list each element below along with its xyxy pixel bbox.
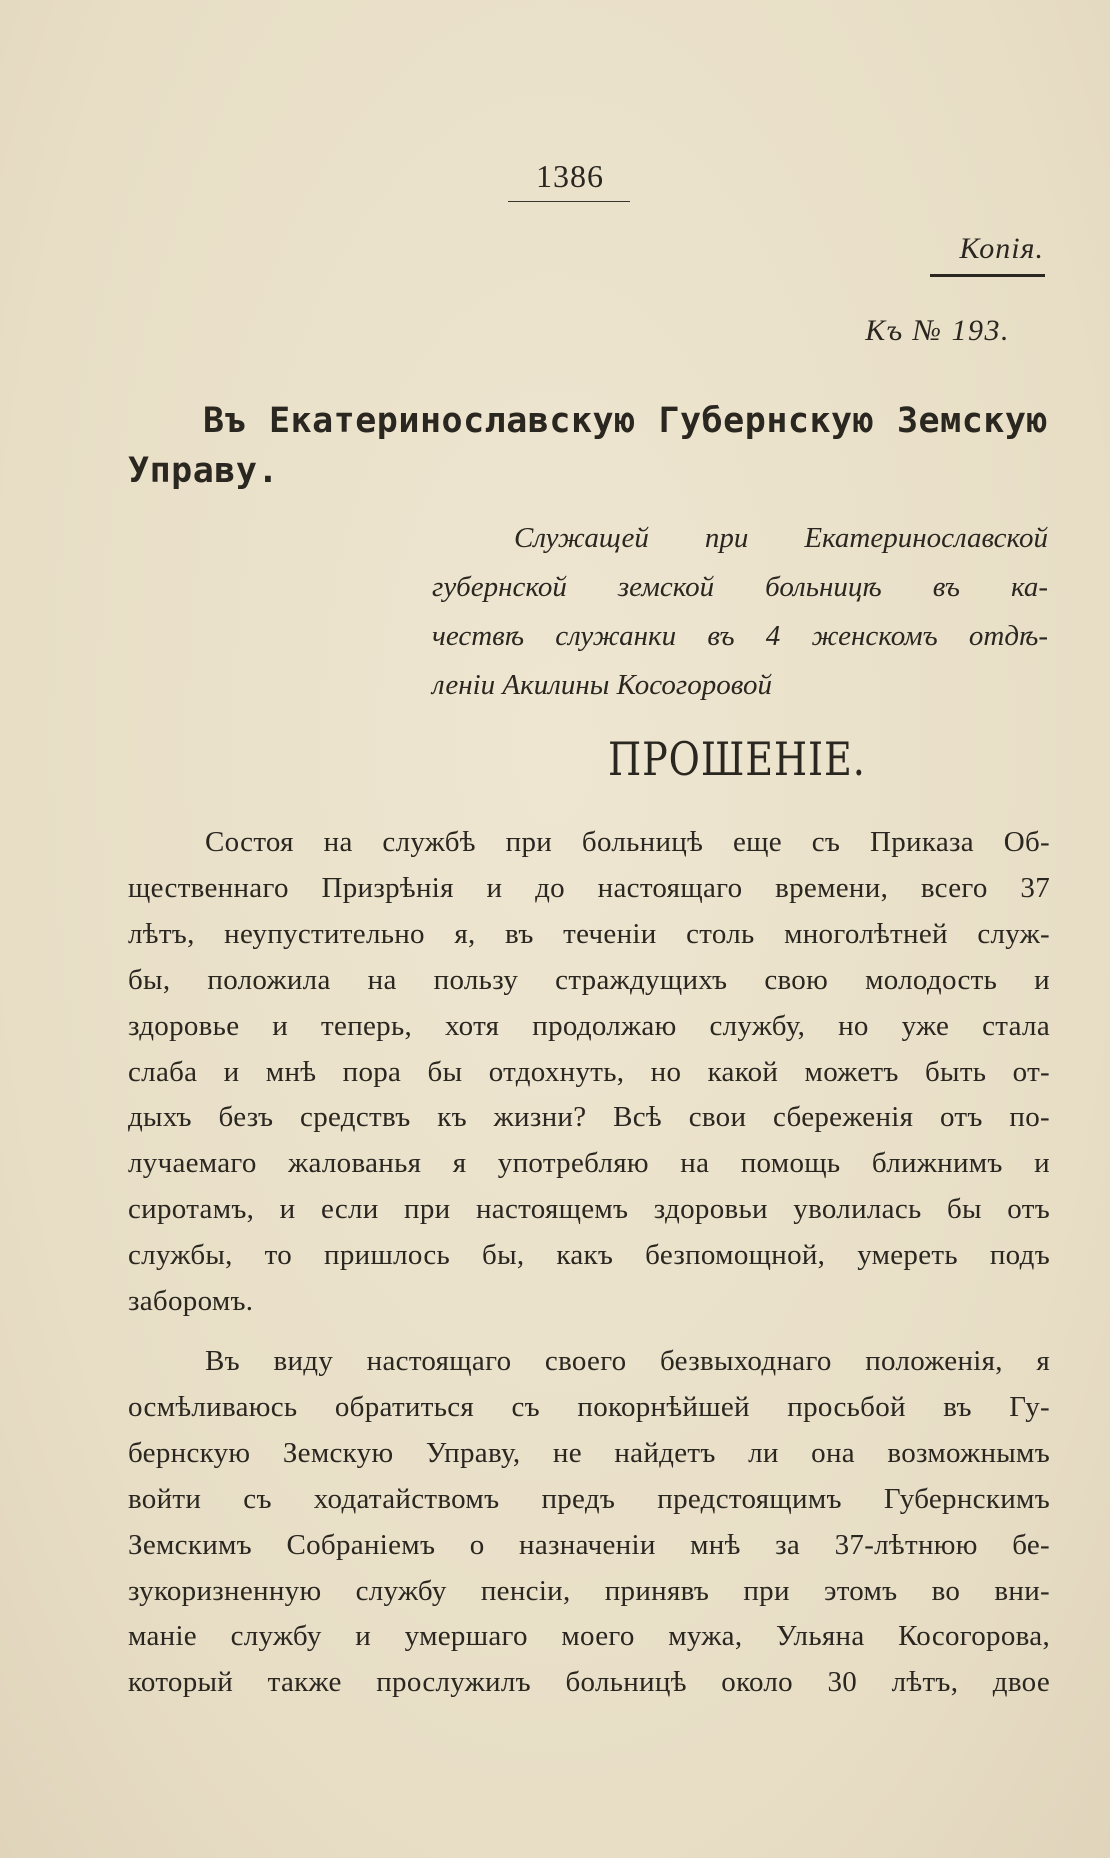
petitioner-block <box>432 514 1048 710</box>
body-line: войти съ ходатайствомъ предъ предстоящимъ Губернскимъ <box>128 1482 1050 1515</box>
body-line: маніе службу и умершаго моего мужа, Ульяна Косогорова, <box>128 1620 1050 1653</box>
copy-mark: Копія. <box>959 232 1044 265</box>
petitioner-line: Служащей при Екатеринославской <box>514 522 1048 554</box>
petitioner-line: леніи Акилины Косогоровой <box>432 669 772 701</box>
addressee-heading <box>128 396 1048 496</box>
body-line: Состоя на службѣ при больницѣ еще съ Приказа Об- <box>205 826 1050 858</box>
body-line: бы, положила на пользу страждущихъ свою молодость и <box>128 963 1050 996</box>
body-line: осмѣливаюсь обратиться съ покорнѣйшей просьбой въ Гу- <box>128 1390 1050 1423</box>
reference-number: Къ № 193. <box>865 314 1010 347</box>
body-line: зукоризненную службу пенсіи, принявъ при этомъ во вни- <box>128 1574 1050 1607</box>
body-line: который также прослужилъ больницѣ около 30 лѣтъ, двое <box>128 1666 1050 1699</box>
paragraph-gap <box>128 1325 1050 1339</box>
page-number-underline <box>508 201 630 202</box>
addressee-line: Управу. <box>128 451 280 491</box>
body-line: Земскимъ Собраніемъ о назначеніи мнѣ за 37-лѣтнюю бе- <box>128 1528 1050 1561</box>
body-line: слаба и мнѣ пора бы отдохнуть, но какой можетъ быть от- <box>128 1055 1050 1088</box>
petitioner-line: чествѣ служанки въ 4 женскомъ отдѣ- <box>432 620 1048 652</box>
body-line: службы, то пришлось бы, какъ безпомощной, умереть подъ <box>128 1239 1050 1272</box>
body-line: Въ виду настоящаго своего безвыходнаго положенія, я <box>205 1344 1050 1377</box>
body-line: дыхъ безъ средствъ къ жизни? Всѣ свои сбереженія отъ по- <box>128 1101 1050 1134</box>
copy-mark-underline <box>930 274 1045 277</box>
body-line: заборомъ. <box>128 1285 254 1318</box>
addressee-line: Въ Екатеринославскую Губернскую Земскую <box>203 401 1048 441</box>
petitioner-line: губернской земской больницѣ въ ка- <box>432 571 1048 603</box>
body-line: щественнаго Призрѣнія и до настоящаго времени, всего 37 <box>128 871 1050 904</box>
body-line: сиротамъ, и если при настоящемъ здоровьи уволилась бы отъ <box>128 1193 1050 1226</box>
page-number: 1386 <box>536 158 604 194</box>
body-line: бернскую Земскую Управу, не найдетъ ли она возможнымъ <box>128 1436 1050 1469</box>
body-line: лучаемаго жалованья я употребляю на помощь ближнимъ и <box>128 1147 1050 1180</box>
document-title: ПРОШЕНІЕ. <box>608 732 866 786</box>
body-line: здоровье и теперь, хотя продолжаю службу, но уже стала <box>128 1009 1050 1042</box>
body-line: лѣтъ, неупустительно я, въ теченіи столь многолѣтней служ- <box>128 917 1050 950</box>
petition-body <box>128 820 1050 1706</box>
